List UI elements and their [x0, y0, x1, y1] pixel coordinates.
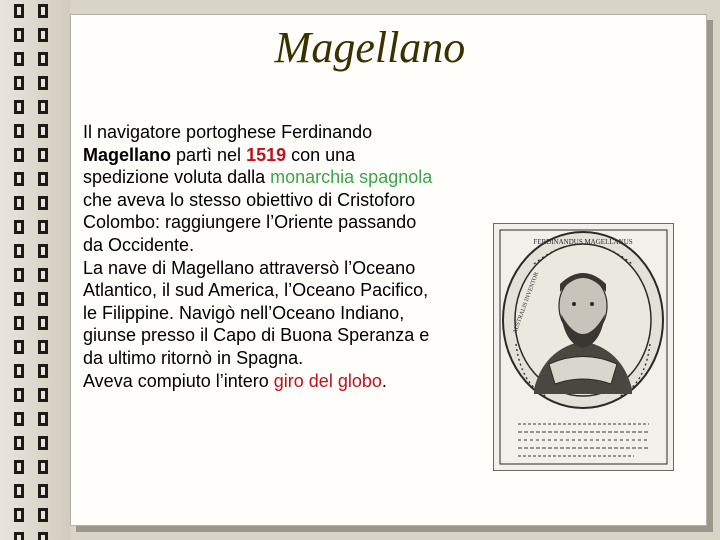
text-line: da Occidente.: [83, 234, 195, 255]
text-fragment: partì nel: [171, 144, 247, 165]
text-fragment: .: [381, 370, 387, 391]
portrait-inscription: FERDINANDUS MAGELLANUS: [533, 238, 633, 246]
body-paragraph: [83, 121, 483, 392]
text-fragment: con una: [286, 144, 356, 165]
slide-title: Magellano: [274, 23, 466, 72]
monarchy-highlight: monarchia spagnola: [270, 167, 433, 188]
decorative-side-band: [0, 0, 70, 540]
name-highlight: Magellano: [83, 144, 172, 165]
text-line: che aveva lo stesso obiettivo di Cristoforo: [83, 189, 416, 210]
text-line: [83, 144, 483, 167]
text-line: Colombo: raggiungere l’Oriente passando: [83, 212, 417, 233]
magellan-portrait-image: [493, 223, 674, 471]
year-highlight: 1519: [246, 144, 287, 165]
text-line: da ultimo ritornò in Spagna.: [83, 347, 304, 368]
text-line: [83, 370, 483, 393]
engraved-portrait-icon: [494, 224, 673, 470]
stitch-pattern: [0, 0, 70, 540]
portrait-inscription-left: AUSTRALIS INVENTOR: [512, 271, 541, 335]
globe-highlight: giro del globo: [273, 370, 382, 391]
text-line: Il navigatore portoghese Ferdinando: [83, 122, 373, 142]
text-fragment: spedizione voluta dalla: [83, 167, 271, 188]
text-line: le Filippine. Navigò nell’Oceano Indiano,: [83, 302, 405, 323]
text-line: Atlantico, il sud America, l’Oceano Pacifico,: [83, 280, 429, 301]
text-fragment: Aveva compiuto l’intero: [83, 370, 274, 391]
text-line: La nave di Magellano attraversò l’Oceano: [83, 257, 416, 278]
text-line: giunse presso il Capo di Buona Speranza e: [83, 325, 430, 346]
text-line: [83, 166, 483, 189]
